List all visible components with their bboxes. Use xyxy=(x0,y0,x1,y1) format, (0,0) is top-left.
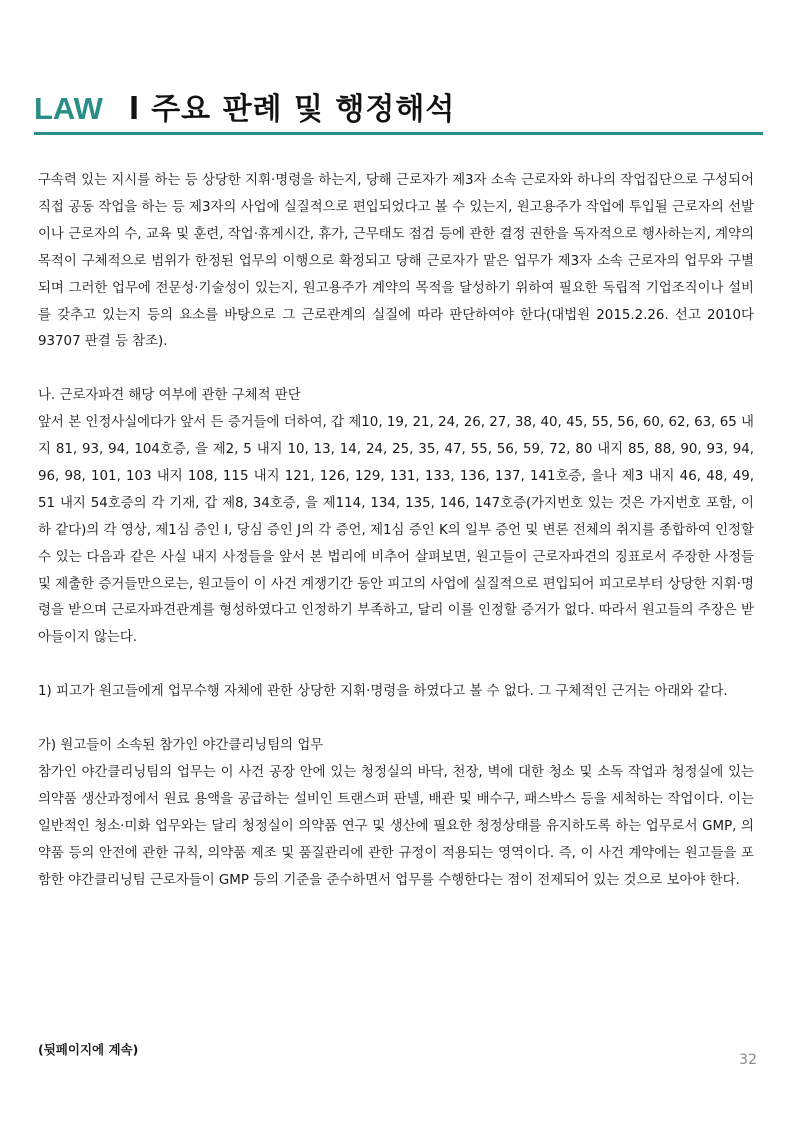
continued-note: (뒷페이지에 계속) xyxy=(38,1042,139,1057)
title-separator: l xyxy=(128,92,140,127)
paragraph-point-1: 1) 피고가 원고들에게 업무수행 자체에 관한 상당한 지휘·명령을 하였다고 볼 수 없다. 그 구체적인 근거는 아래와 같다. xyxy=(38,684,728,700)
section-label: LAW xyxy=(34,91,103,126)
spacer xyxy=(38,706,754,733)
spacer xyxy=(38,652,754,679)
header-divider xyxy=(34,132,763,135)
subheading-na: 나. 근로자파견 해당 여부에 관한 구체적 판단 xyxy=(38,388,301,404)
document-body xyxy=(38,168,754,894)
paragraph-judgment: 앞서 본 인정사실에다가 앞서 든 증거들에 더하여, 갑 제10, 19, 21, 24, 26, 27, 38, 40, 45, 55, 56, 60, 62, 63, 65 내지 81, 93, 94, 104호증, 을 제2, 5 내지 10, 13, 14, 24, 25, 35, 47, 55, 56, 59, 72, 80 내지 85, 88, 90, 93, 94, 96, 98, 101, 103 내지 108, 115 내지 121, 126, 129, 131, 133, 136, 137, 141호증, 을나 제3 내지 46, 48, 49, 51 내지 54호증의 각 기재, 갑 제8, 34호증, 을 제114, 134, 135, 146, 147호증(가지번호 있는 것은 가지번호 포함, 이하 같다)의 각 영상, 제1심 증인 I, 당심 증인 J의 각 증언, 제1심 증인 K의 일부 증언 및 변론 전체의 취지를 종합하여 인정할 수 있는 다음과 같은 사실 내지 사정들을 앞서 본 법리에 비추어 살펴보면, 원고들이 근로자파견의 징표로서 주장한 사정들 및 제출한 증거들만으로는, 원고들이 이 사건 계쟁기간 동안 피고의 사업에 실질적으로 편입되어 피고로부터 상당한 지휘·명령을 받으며 근로자파견관계를 형성하였다고 인정하기 부족하고, 달리 이를 인정할 증거가 없다. 따라서 원고들의 주장은 받아들이지 않는다. xyxy=(38,415,754,646)
spacer xyxy=(38,356,754,383)
page-header xyxy=(34,84,763,132)
paragraph-team-duties: 참가인 야간클리닝팀의 업무는 이 사건 공장 안에 있는 청정실의 바닥, 천장, 벽에 대한 청소 및 소독 작업과 청정실에 있는 의약품 생산과정에서 원료 용액을 공급하는 설비인 트랜스퍼 판넬, 배관 및 배수구, 패스박스 등을 세척하는 작업이다. 이는 일반적인 청소·미화 업무와는 달리 청정실이 의약품 연구 및 생산에 필요한 청정상태를 유지하도록 하는 업무로서 GMP, 의약품 등의 안전에 관한 규칙, 의약품 제조 및 품질관리에 관한 규정이 적용되는 영역이다. 즉, 이 사건 계약에는 원고들을 포함한 야간클리닝팀 근로자들이 GMP 등의 기준을 준수하면서 업무를 수행한다는 점이 전제되어 있는 것으로 보아야 한다. xyxy=(38,764,754,888)
subheading-ga: 가) 원고들이 소속된 참가인 야간클리닝팀의 업무 xyxy=(38,737,324,753)
header-title-row xyxy=(34,84,763,132)
page-number: 32 xyxy=(739,1052,757,1068)
paragraph-criteria: 구속력 있는 지시를 하는 등 상당한 지휘·명령을 하는지, 당해 근로자가 제3자 소속 근로자와 하나의 작업집단으로 구성되어 직접 공동 작업을 하는 등 제3자의 사업에 실질적으로 편입되었다고 볼 수 있는지, 원고용주가 작업에 투입될 근로자의 선발이나 근로자의 수, 교육 및 훈련, 작업·휴게시간, 휴가, 근무태도 점검 등에 관한 결정 권한을 독자적으로 행사하는지, 계약의 목적이 구체적으로 범위가 한정된 업무의 이행으로 확정되고 당해 근로자가 맡은 업무가 제3자 소속 근로자의 업무와 구별되며 그러한 업무에 전문성·기술성이 있는지, 원고용주가 계약의 목적을 달성하기 위하여 필요한 독립적 기업조직이나 설비를 갖추고 있는지 등의 요소를 바탕으로 그 근로관계의 실질에 따라 판단하여야 한다(대법원 2015.2.26. 선고 2010다93707 판결 등 참조). xyxy=(38,173,754,350)
page-title: 주요 판례 및 행정해석 xyxy=(151,92,456,127)
